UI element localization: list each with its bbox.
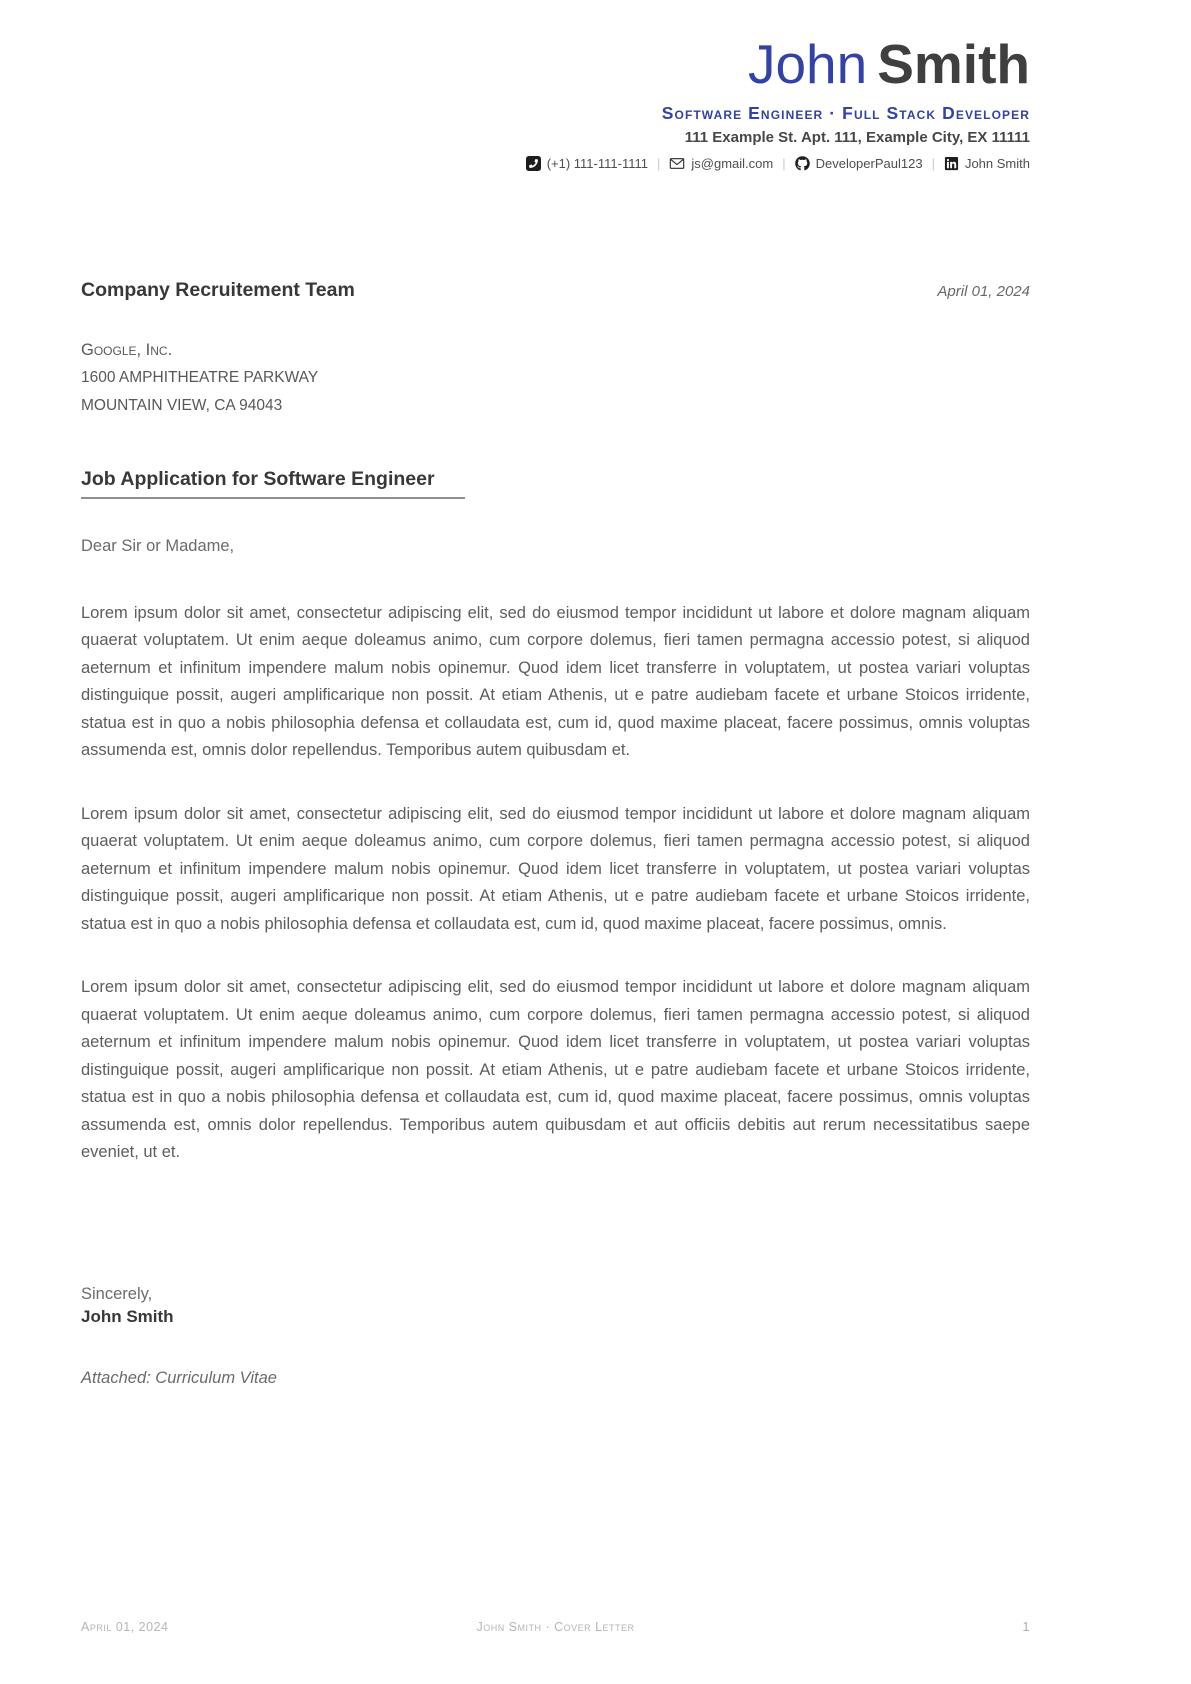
job-tagline: Software Engineer · Full Stack Developer: [661, 102, 1030, 123]
linkedin-icon: [944, 156, 959, 171]
recipient-address-line: 1600 AMPHITHEATRE PARKWAY: [81, 368, 319, 386]
contact-email[interactable]: [669, 156, 773, 171]
last-name: Smith: [877, 33, 1030, 95]
recipient-address-block: [81, 336, 1030, 420]
footer-date: April 01, 2024: [81, 1620, 169, 1634]
recipient-address-line: MOUNTAIN VIEW, CA 94043: [81, 396, 283, 414]
letter-date: April 01, 2024: [937, 282, 1030, 300]
contact-separator: |: [656, 155, 661, 171]
contact-separator: |: [931, 155, 935, 171]
subject-line: Job Application for Software Engineer: [81, 468, 465, 499]
greeting: Dear Sir or Madame,: [81, 536, 235, 555]
footer-page-number: 1: [1022, 1620, 1030, 1634]
recipient-organization: Google, Inc.: [81, 340, 173, 359]
applicant-address: 111 Example St. Apt. 111, Example City, EX 11111: [684, 128, 1030, 146]
github-icon: [795, 156, 810, 171]
paragraph: Lorem ipsum dolor sit amet, consectetur adipiscing elit, sed do eiusmod tempor incididunt ut labore et dolore magnam aliquam quaerat voluptatem. Ut enim aeque doleamus animo, cum corpore dolemus, fieri tamen permagna accessio potest, si aliquod aeternum et infinitum impendere malum nobis opinemur. Quod idem licet transferre in voluptatem, ut postea variari voluptas distinguique possit, augeri amplificarique non possit. At etiam Athenis, ut e patre audiebam facete et urbane Stoicos irridente, statua est in quo a nobis philosophia defensa et collaudata est, cum id, quod maxime placeat, facere possimus, omnis.: [81, 804, 1030, 933]
letter-head: [81, 279, 1030, 302]
contact-github-text[interactable]: DeveloperPaul123: [815, 155, 923, 171]
recipient-title: Company Recruitement Team: [81, 278, 355, 301]
header: [81, 33, 1030, 171]
phone-square-icon: [526, 156, 541, 171]
applicant-name: [81, 33, 1030, 95]
closing: Sincerely,: [81, 1284, 153, 1303]
subject-wrap: [81, 468, 1030, 499]
attachment-note: Attached: Curriculum Vitae: [81, 1368, 277, 1387]
contact-phone: [526, 156, 648, 171]
contact-github[interactable]: [795, 156, 923, 171]
paragraph: Lorem ipsum dolor sit amet, consectetur adipiscing elit, sed do eiusmod tempor incididunt ut labore et dolore magnam aliquam quaerat voluptatem. Ut enim aeque doleamus animo, cum corpore dolemus, fieri tamen permagna accessio potest, si aliquod aeternum et infinitum impendere malum nobis opinemur. Quod idem licet transferre in voluptatem, ut postea variari voluptas distinguique possit, augeri amplificarique non possit. At etiam Athenis, ut e patre audiebam facete et urbane Stoicos irridente, statua est in quo a nobis philosophia defensa et collaudata est, cum id, quod maxime placeat, facere possimus, omnis voluptas assumenda est, omnis dolor repellendus. Temporibus autem quibusdam et aut officiis debitis aut rerum necessitatibus saepe eveniet, ut et.: [81, 978, 1030, 1162]
contact-row: [81, 156, 1030, 171]
envelope-icon: [669, 156, 685, 171]
first-name: John: [747, 33, 868, 95]
contact-linkedin-text[interactable]: John Smith: [964, 155, 1030, 171]
paragraph: Lorem ipsum dolor sit amet, consectetur adipiscing elit, sed do eiusmod tempor incididunt ut labore et dolore magnam aliquam quaerat voluptatem. Ut enim aeque doleamus animo, cum corpore dolemus, fieri tamen permagna accessio potest, si aliquod aeternum et infinitum impendere malum nobis opinemur. Quod idem licet transferre in voluptatem, ut postea variari voluptas distinguique possit, augeri amplificarique non possit. At etiam Athenis, ut e patre audiebam facete et urbane Stoicos irridente, statua est in quo a nobis philosophia defensa et collaudata est, cum id, quod maxime placeat, facere possimus, omnis voluptas assumenda est, omnis dolor repellendus. Temporibus autem quibusdam et.: [81, 603, 1030, 760]
letter-body: [81, 600, 1030, 1167]
contact-phone-text: (+1) 111-111-1111: [546, 155, 648, 171]
contact-linkedin[interactable]: [944, 156, 1030, 171]
signature-name: John Smith: [81, 1306, 174, 1326]
contact-email-text[interactable]: js@gmail.com: [691, 155, 774, 171]
page-footer: [81, 1620, 1030, 1634]
footer-title: John Smith · Cover Letter: [476, 1620, 635, 1634]
contact-separator: |: [782, 155, 786, 171]
